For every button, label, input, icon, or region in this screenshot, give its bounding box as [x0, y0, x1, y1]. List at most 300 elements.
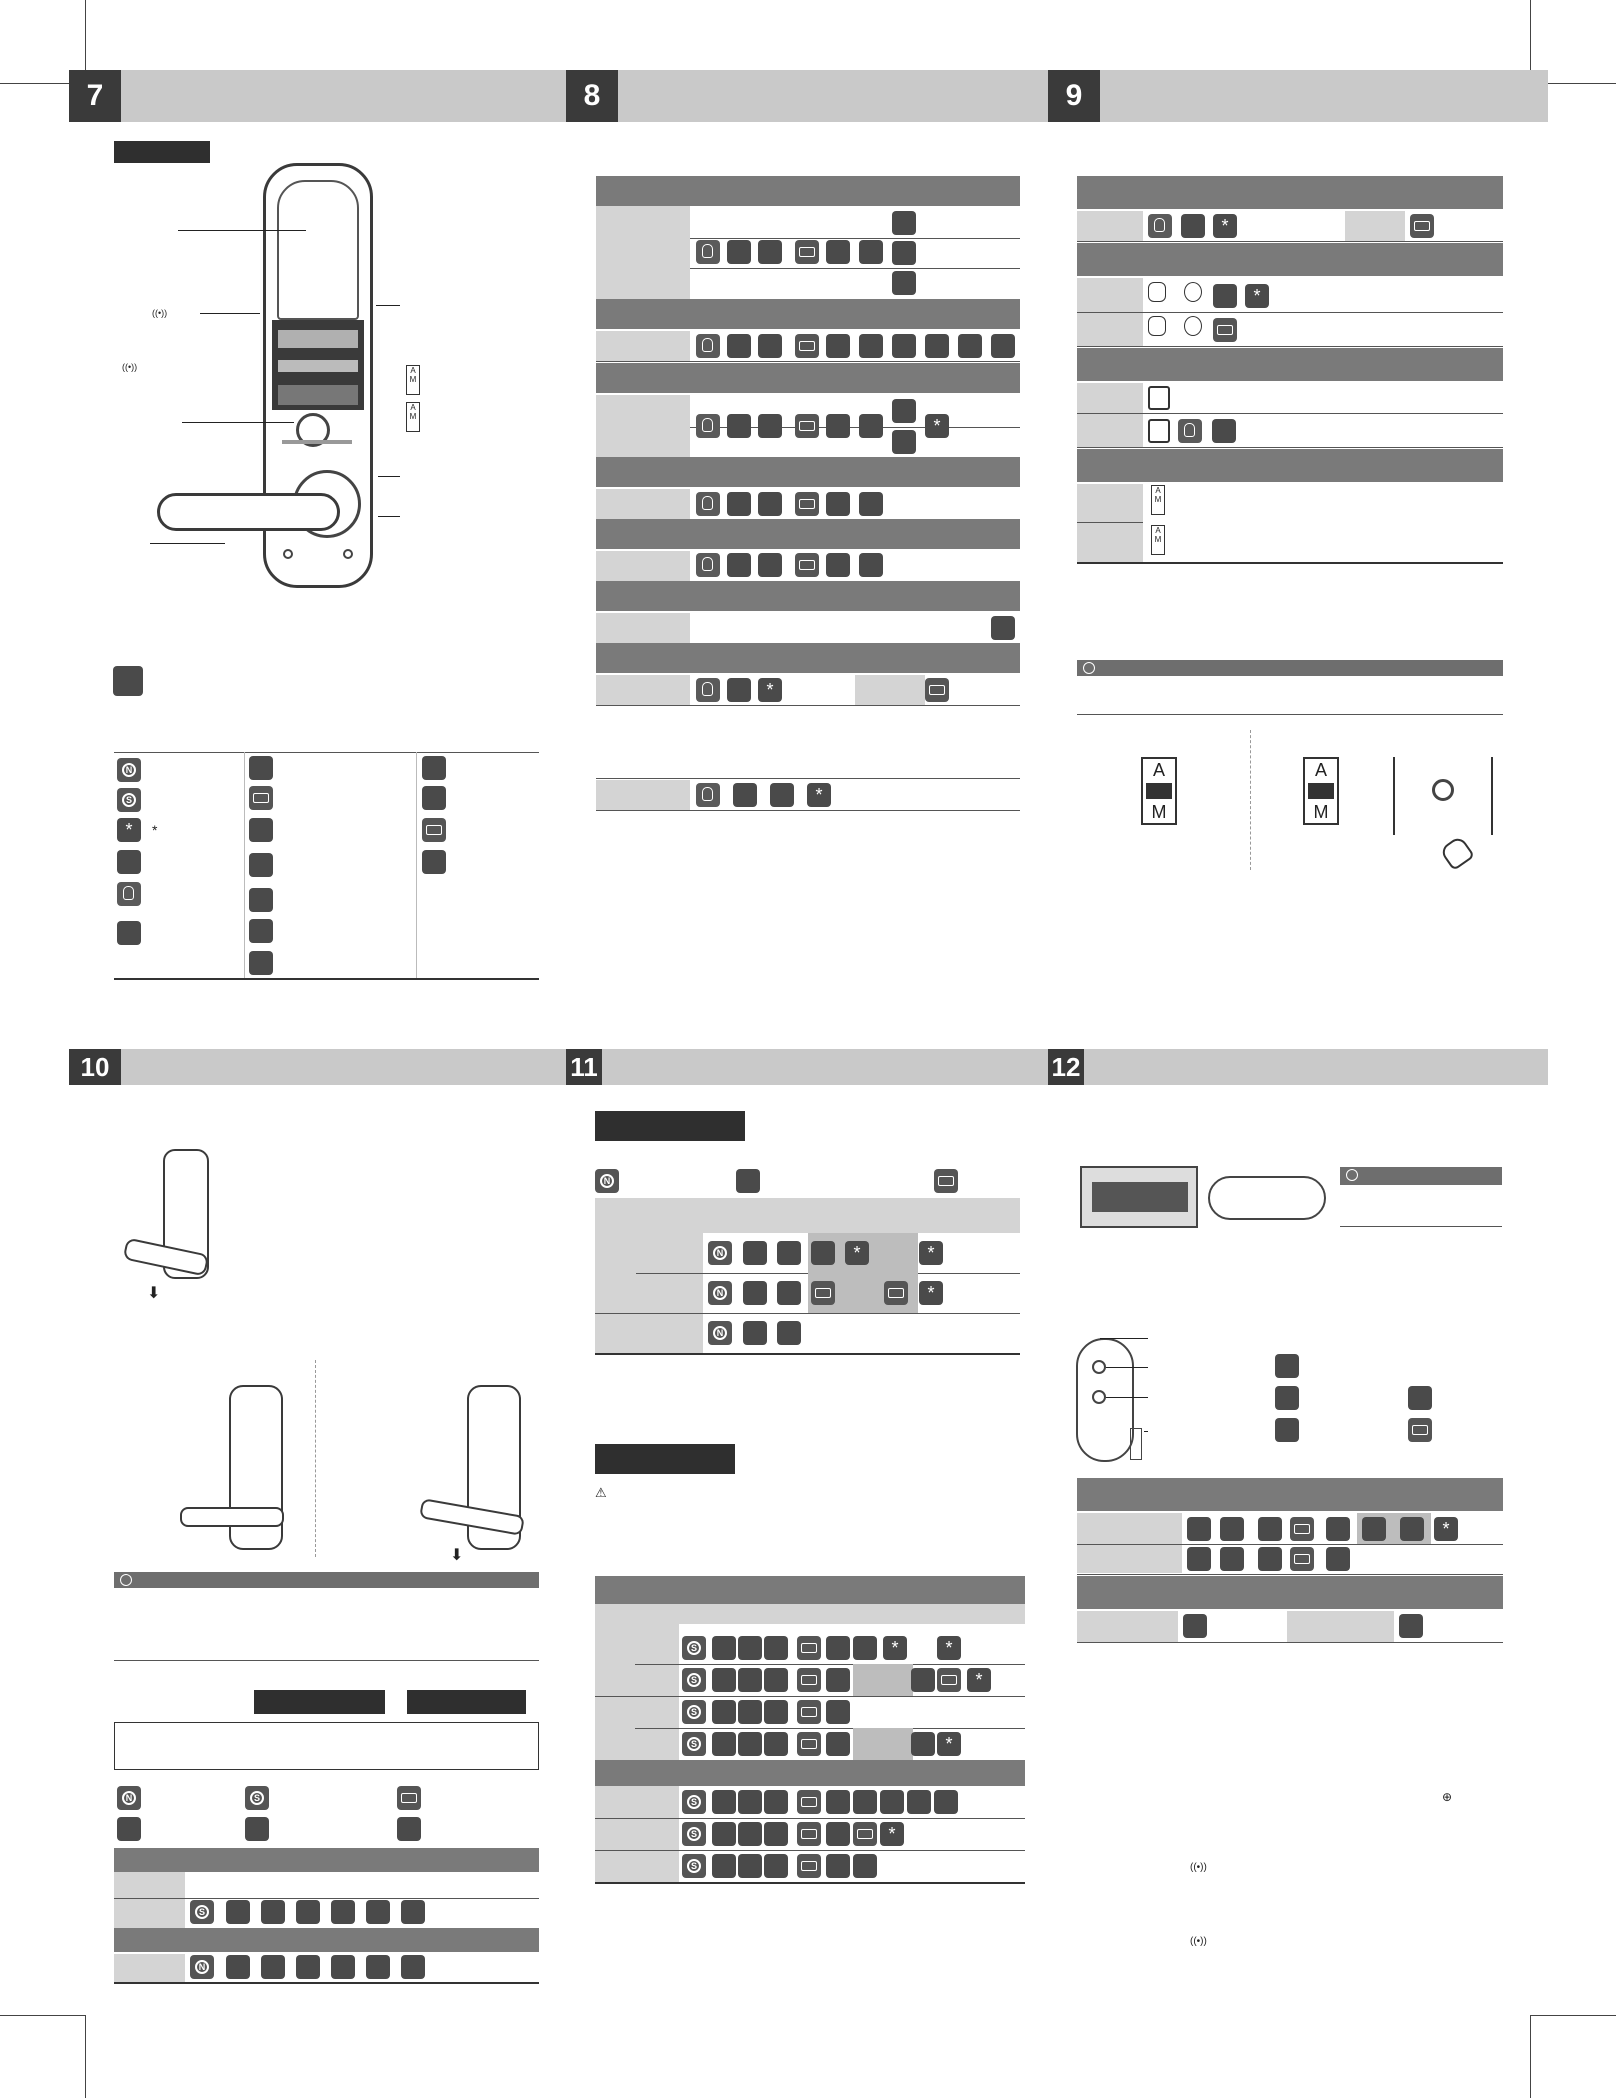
number-key-icon — [826, 1668, 850, 1692]
number-key-icon — [366, 1955, 390, 1979]
number-key-icon — [925, 334, 949, 358]
callout-line — [1106, 1367, 1148, 1368]
star-key-icon: * — [925, 414, 949, 438]
remote-signal-icon — [117, 921, 141, 945]
number-key-icon — [826, 492, 850, 516]
row-rule — [635, 1664, 1025, 1665]
number-key-icon — [245, 1817, 269, 1841]
table-header-bar — [595, 1576, 1025, 1604]
alarm-icon — [991, 616, 1015, 640]
label-tag — [595, 1111, 745, 1141]
number-key-icon — [226, 1955, 250, 1979]
n-key-icon: N — [117, 758, 141, 782]
callout-line — [1100, 1338, 1148, 1339]
lock-icon — [422, 850, 446, 874]
touch-icon — [1148, 214, 1172, 238]
number-key-icon — [826, 1822, 850, 1846]
row-rule — [596, 778, 1020, 779]
number-key-icon — [727, 240, 751, 264]
section-header-7 — [69, 70, 566, 122]
row-rule — [1077, 241, 1503, 242]
number-key-icon — [764, 1700, 788, 1724]
table-row-label — [1287, 1611, 1394, 1642]
row-rule — [1077, 312, 1503, 313]
number-key-icon — [826, 1636, 850, 1660]
number-key-icon — [880, 1790, 904, 1814]
number-key-icon — [249, 756, 273, 780]
unlock-icon — [1275, 1386, 1299, 1410]
card-icon — [797, 1790, 821, 1814]
table-row-label — [1077, 211, 1143, 241]
callout-line — [376, 305, 400, 306]
number-key-icon — [907, 1790, 931, 1814]
number-key-icon — [712, 1700, 736, 1724]
battery-pack — [1092, 1182, 1188, 1212]
table-row-label — [596, 780, 690, 810]
callout-line — [182, 422, 294, 423]
row-rule — [690, 238, 1020, 239]
number-key-icon — [331, 1955, 355, 1979]
table-header-row — [595, 1604, 1025, 1624]
legend-bottom-rule — [114, 978, 539, 980]
n-key-icon: N — [117, 1786, 141, 1810]
phone-icon — [249, 818, 273, 842]
number-key-icon — [743, 1281, 767, 1305]
touch-icon — [1148, 316, 1166, 336]
touch-icon — [696, 678, 720, 702]
number-key-icon — [727, 414, 751, 438]
touch-icon — [696, 414, 720, 438]
lock-icon — [1400, 1517, 1424, 1541]
number-key-icon — [397, 1817, 421, 1841]
touch-icon — [117, 882, 141, 906]
section-number: 11 — [566, 1049, 602, 1085]
table-header-bar — [596, 457, 1020, 487]
table-row-label — [855, 675, 925, 705]
table-row-label — [1077, 484, 1143, 562]
number-key-icon — [911, 1668, 935, 1692]
number-key-icon — [826, 240, 850, 264]
number-key-icon — [758, 334, 782, 358]
number-key-icon — [738, 1790, 762, 1814]
touch-icon — [696, 553, 720, 577]
touch-icon — [696, 240, 720, 264]
number-key-icon — [758, 553, 782, 577]
number-key-icon — [261, 1900, 285, 1924]
number-key-icon — [249, 888, 273, 912]
number-key-icon — [892, 334, 916, 358]
number-key-icon — [758, 240, 782, 264]
callout-line — [378, 476, 400, 477]
table-header-bar — [1077, 1576, 1503, 1609]
battery-cover — [277, 180, 359, 320]
card-icon — [937, 1668, 961, 1692]
card-icon — [249, 786, 273, 810]
number-key-icon — [738, 1854, 762, 1878]
row-rule — [114, 1898, 539, 1899]
crop-mark — [1530, 2015, 1531, 2098]
row-rule — [1077, 522, 1143, 523]
rule — [1340, 1226, 1502, 1227]
row-rule — [1077, 447, 1503, 448]
label-tag — [114, 141, 210, 163]
number-key-icon — [892, 211, 916, 235]
panel-strip — [282, 440, 352, 444]
remote-button — [1092, 1390, 1106, 1404]
number-key-icon — [401, 1955, 425, 1979]
label-tag — [595, 1444, 735, 1474]
table-header-bar — [596, 581, 1020, 611]
number-key-icon — [859, 334, 883, 358]
s-key-icon: S — [682, 1732, 706, 1756]
number-key-icon — [117, 1817, 141, 1841]
number-key-icon — [1212, 419, 1236, 443]
table-header-bar — [596, 299, 1020, 329]
callout-line — [150, 543, 225, 544]
number-key-icon — [249, 853, 273, 877]
s-key-icon: S — [245, 1786, 269, 1810]
star-key-icon: * — [967, 1668, 991, 1692]
number-key-icon — [1326, 1517, 1350, 1541]
number-key-icon — [811, 1241, 835, 1265]
number-key-icon — [777, 1281, 801, 1305]
number-key-icon — [738, 1732, 762, 1756]
legend-top-rule — [114, 752, 539, 753]
card-icon — [797, 1700, 821, 1724]
row-rule — [635, 1728, 1025, 1729]
card-icon — [397, 1786, 421, 1810]
number-key-icon — [853, 1854, 877, 1878]
table-header-bar — [1077, 348, 1503, 381]
highlighted-cells — [853, 1728, 913, 1760]
number-key-icon — [777, 1241, 801, 1265]
row-rule — [1077, 346, 1503, 347]
number-key-icon — [1326, 1547, 1350, 1571]
s-key-icon: S — [682, 1700, 706, 1724]
star-key-icon: * — [1213, 214, 1237, 238]
pointing-hand-icon — [1439, 835, 1475, 871]
number-key-icon — [826, 553, 850, 577]
number-key-icon — [764, 1854, 788, 1878]
table-header-bar — [1077, 176, 1503, 209]
number-key-icon — [249, 919, 273, 943]
card-icon — [853, 1822, 877, 1846]
remote-battery — [1130, 1428, 1142, 1460]
number-key-icon — [366, 1900, 390, 1924]
number-key-icon — [826, 1700, 850, 1724]
callout-line — [378, 516, 400, 517]
row-rule — [595, 1850, 1025, 1851]
table-row-label — [596, 395, 690, 457]
touch-icon — [1178, 419, 1202, 443]
n-key-icon: N — [595, 1169, 619, 1193]
card-icon — [797, 1668, 821, 1692]
section-number: 7 — [69, 70, 121, 122]
crop-mark — [1530, 2015, 1616, 2016]
row-rule — [596, 810, 1020, 811]
table-header-bar — [595, 1760, 1025, 1786]
number-key-icon — [892, 271, 916, 295]
legend-divider — [416, 752, 417, 978]
number-key-icon — [296, 1955, 320, 1979]
battery-cover-icon — [1148, 419, 1170, 443]
am-switch-icon: A M — [1151, 525, 1165, 555]
number-key-icon — [712, 1636, 736, 1660]
auto-manual-switch: A M — [1141, 757, 1177, 825]
screw — [343, 549, 353, 559]
star-key-icon: * — [880, 1822, 904, 1846]
number-key-icon — [738, 1822, 762, 1846]
info-box — [114, 1722, 539, 1770]
table-header-bar — [596, 176, 1020, 206]
star-key-icon: * — [883, 1636, 907, 1660]
number-key-icon — [401, 1900, 425, 1924]
remote-signal-icon — [1187, 1517, 1211, 1541]
table-header-bar — [114, 1848, 539, 1872]
control-panel-detail — [278, 360, 358, 372]
section-number: 8 — [566, 70, 618, 122]
number-key-icon — [859, 553, 883, 577]
star-key-icon: * — [937, 1636, 961, 1660]
lock-icon — [1408, 1386, 1432, 1410]
touch-icon — [1148, 282, 1166, 302]
number-key-icon — [764, 1790, 788, 1814]
table-header-bar — [114, 1928, 539, 1952]
section-header-8 — [566, 70, 1048, 122]
star-key-icon: * — [117, 818, 141, 842]
caution-bar — [114, 1572, 539, 1588]
signal-icon: ((•)) — [1190, 1862, 1207, 1873]
row-rule — [1077, 413, 1503, 414]
number-key-icon — [738, 1700, 762, 1724]
number-key-icon — [758, 492, 782, 516]
section-header-9 — [1048, 70, 1548, 122]
row-rule — [1077, 1574, 1503, 1575]
am-switch-icon: A M — [1151, 485, 1165, 515]
number-key-icon — [764, 1732, 788, 1756]
card-icon — [1290, 1517, 1314, 1541]
card-icon — [925, 678, 949, 702]
star-key-icon: * — [937, 1732, 961, 1756]
number-key-icon — [743, 1241, 767, 1265]
number-key-icon — [738, 1668, 762, 1692]
screw — [283, 549, 293, 559]
control-panel-detail — [278, 385, 358, 405]
mute-icon — [113, 666, 143, 696]
auto-manual-switch: A M — [1303, 757, 1339, 825]
number-key-icon — [727, 678, 751, 702]
row-rule — [1077, 562, 1503, 564]
card-icon — [797, 1822, 821, 1846]
number-key-icon — [712, 1668, 736, 1692]
card-icon — [795, 414, 819, 438]
number-key-icon — [1220, 1547, 1244, 1571]
row-rule — [595, 1696, 1025, 1697]
number-key-icon — [934, 1790, 958, 1814]
s-key-icon: S — [682, 1668, 706, 1692]
s-key-icon: S — [682, 1854, 706, 1878]
number-key-icon — [892, 241, 916, 265]
table-row-label — [1077, 1611, 1178, 1642]
card-icon — [797, 1636, 821, 1660]
number-key-icon — [777, 1321, 801, 1345]
label-tag — [407, 1690, 526, 1714]
row-rule — [595, 1313, 1020, 1314]
row-rule — [595, 1818, 1025, 1819]
number-key-icon — [743, 1321, 767, 1345]
table-row-label — [595, 1786, 679, 1882]
crop-mark — [0, 2015, 85, 2016]
card-icon — [1213, 318, 1237, 342]
table-row-label — [596, 206, 690, 299]
number-key-icon — [826, 334, 850, 358]
card-icon — [795, 492, 819, 516]
row-rule — [596, 361, 1020, 362]
door-handle — [157, 493, 340, 531]
star-key-icon: * — [758, 678, 782, 702]
door-handle — [180, 1507, 284, 1527]
card-icon — [934, 1169, 958, 1193]
table-header-bar — [1077, 1478, 1503, 1511]
caution-bar — [1077, 660, 1503, 676]
number-key-icon — [1213, 284, 1237, 308]
label-tag — [254, 1690, 385, 1714]
battery-cover-icon — [1148, 386, 1170, 410]
signal-icon: ((•)) — [1190, 1936, 1207, 1947]
lock-icon — [1399, 1614, 1423, 1638]
section-header-11 — [566, 1049, 1048, 1085]
number-key-icon — [1275, 1418, 1299, 1442]
number-key-icon — [249, 951, 273, 975]
table-row-label — [596, 675, 690, 705]
section-header-10 — [69, 1049, 566, 1085]
divider — [315, 1360, 317, 1557]
row-rule — [1077, 1642, 1503, 1643]
s-key-icon: S — [682, 1822, 706, 1846]
table-row-label — [595, 1233, 703, 1353]
crop-mark — [85, 2015, 86, 2098]
number-key-icon — [296, 1900, 320, 1924]
row-rule — [595, 1353, 1020, 1355]
signal-icon: ((•)) — [152, 308, 168, 318]
section-number: 12 — [1048, 1049, 1084, 1085]
signal-icon: ((•)) — [122, 362, 138, 372]
number-key-icon — [1181, 214, 1205, 238]
card-icon — [795, 240, 819, 264]
card-icon — [1408, 1418, 1432, 1442]
number-key-icon — [727, 553, 751, 577]
star-key-icon: * — [1434, 1517, 1458, 1541]
star-key-icon: * — [919, 1241, 943, 1265]
s-key-icon: S — [190, 1900, 214, 1924]
no-touch-icon — [1184, 316, 1202, 336]
unlock-icon — [1183, 1614, 1207, 1638]
number-key-icon — [826, 1790, 850, 1814]
card-icon — [811, 1281, 835, 1305]
mobile-icon — [422, 786, 446, 810]
callout-line — [1144, 1431, 1148, 1432]
table-header-bar — [1077, 243, 1503, 276]
n-key-icon: N — [190, 1955, 214, 1979]
table-row-label — [595, 1624, 679, 1760]
card-icon — [1290, 1547, 1314, 1571]
table-row-label — [596, 331, 690, 361]
divider — [1250, 730, 1252, 870]
number-key-icon — [859, 414, 883, 438]
star-key-icon: * — [1245, 284, 1269, 308]
arrow-down-icon: ⬇ — [450, 1547, 464, 1564]
table-row-label — [596, 489, 690, 519]
number-key-icon — [826, 1854, 850, 1878]
section-header-12 — [1048, 1049, 1548, 1085]
number-key-icon — [826, 1732, 850, 1756]
table-row-label — [1077, 1513, 1182, 1573]
touch-icon — [696, 334, 720, 358]
arrow-down-icon: ⬇ — [147, 1285, 161, 1302]
number-key-icon — [958, 334, 982, 358]
card-icon — [797, 1732, 821, 1756]
battery-compartment-illustration — [1080, 1166, 1198, 1228]
table-row-label — [114, 1954, 185, 1982]
control-panel-detail — [278, 330, 358, 348]
star-key-icon: * — [919, 1281, 943, 1305]
callout-line — [200, 313, 260, 314]
highlighted-cells — [853, 1664, 913, 1696]
am-switch-icon: A M — [406, 365, 420, 395]
rule — [1077, 714, 1503, 715]
n-key-icon: N — [708, 1321, 732, 1345]
callout-line — [178, 230, 306, 231]
s-key-icon: S — [117, 788, 141, 812]
number-key-icon — [226, 1900, 250, 1924]
register-button — [1432, 779, 1454, 801]
number-key-icon — [1258, 1517, 1282, 1541]
star-note: * — [152, 822, 158, 838]
number-key-icon — [991, 334, 1015, 358]
touch-icon — [696, 492, 720, 516]
number-key-icon — [117, 850, 141, 874]
number-key-icon — [712, 1854, 736, 1878]
remote-battery-illustration — [1208, 1176, 1326, 1220]
number-key-icon — [859, 492, 883, 516]
row-rule — [595, 1882, 1025, 1884]
no-touch-icon — [1184, 282, 1202, 302]
remote-signal-icon — [1275, 1354, 1299, 1378]
row-rule — [114, 1982, 539, 1984]
number-key-icon — [764, 1822, 788, 1846]
number-key-icon — [733, 783, 757, 807]
number-key-icon — [770, 783, 794, 807]
table-header-bar — [596, 519, 1020, 549]
lock-panel-closeup — [1393, 757, 1493, 835]
star-key-icon: * — [807, 783, 831, 807]
touch-icon — [696, 783, 720, 807]
number-key-icon — [764, 1668, 788, 1692]
warning-icon: ⚠ — [595, 1485, 607, 1500]
star-key-icon: * — [845, 1241, 869, 1265]
row-rule — [690, 268, 1020, 269]
table-header-row — [595, 1198, 1020, 1233]
table-header-bar — [596, 363, 1020, 393]
number-key-icon — [892, 430, 916, 454]
number-key-icon — [764, 1636, 788, 1660]
section-number: 10 — [69, 1049, 121, 1085]
number-key-icon — [727, 334, 751, 358]
number-key-icon — [1220, 1517, 1244, 1541]
table-header-bar — [596, 643, 1020, 673]
s-key-icon: S — [682, 1790, 706, 1814]
number-key-icon — [758, 414, 782, 438]
